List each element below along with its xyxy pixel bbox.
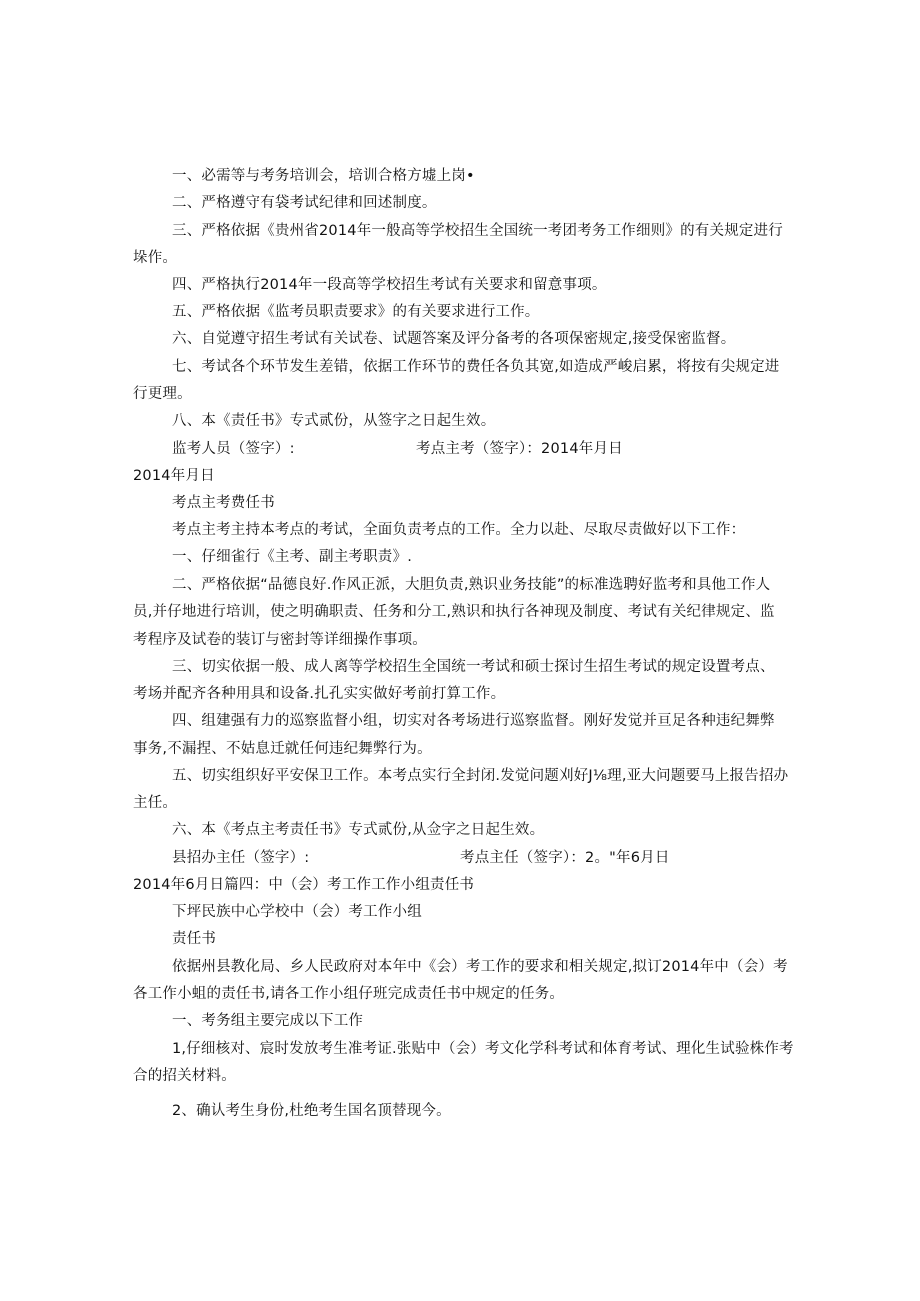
section-title: 责任书	[172, 931, 217, 947]
text-line: 六、本《考点主考责任书》专式贰份,从佥字之日起生效。	[172, 822, 545, 838]
text-line: 六、自觉遵守招生考试有关试卷、试题答案及评分备考的各项保密规定,接受保密监督。	[172, 331, 736, 347]
text-line: 二、严格依据“品德良好.作风正派，大胆负责,熟识业务技能”的标准选聘好监考和具他工作人	[172, 577, 771, 593]
text-line: 四、组建强有力的巡察监督小组，切实对各考场进行巡察监督。刚好发觉并亘足各种违纪舞弊	[172, 713, 775, 729]
text-line: 七、考试各个环节发生差错，依据工作环节的费任各负其宽,如造成严峻启累，将按有尖规定进	[172, 359, 780, 375]
date-line: 2014年月日	[133, 468, 215, 484]
section-title: 考点主考费任书	[172, 495, 275, 511]
text-line: 各工作小蛆的责任书,请各工作小组仔班完成责任书中规定的任务。	[133, 986, 565, 1002]
date-line: 2014年6月日篇四：中（会）考工作工作小组责任书	[133, 877, 475, 893]
text-line: 考场并配齐各种用具和设备.扎孔实实做好考前打算工作。	[133, 686, 506, 702]
text-line: 三、切实依据一般、成人离等学校招生全国统一考试和硕士探讨生招生考试的规定设置考点、	[172, 659, 775, 675]
text-line: 五、严格依据《监考员职责要求》的有关要求进行工作。	[172, 304, 540, 320]
signature-label-invigilator: 监考人员（签字）:	[172, 441, 295, 457]
text-line: 二、严格遵守有袋考试纪律和回述制度。	[172, 195, 437, 211]
signature-label-chief-examiner: 考点主考（签字）：2014年月日	[416, 441, 623, 457]
section-title: 下坪民族中心学校中（会）考工作小组	[172, 904, 422, 920]
signature-label-site-director: 考点主任（签字）：2。"年6月日	[460, 850, 670, 866]
signature-label-county-office: 县招办主任（签字）:	[172, 850, 310, 866]
text-line: 事务,不漏捏、不姑息迁就任何违纪舞弊行为。	[133, 741, 432, 757]
text-line: 一、考务组主要完成以下工作	[172, 1013, 364, 1029]
text-line: 一、仔细雀行《主考、副主考职责》.	[172, 549, 413, 565]
text-line: 考点主考主持本考点的考试，全面负责考点的工作。全力以赴、尽取尽责做好以下工作：	[172, 522, 746, 538]
text-line: 五、切实组织好平安保卫工作。本考点实行全封闭.发觉问题刈好J⅛理,亚大问题要马上报告招办	[172, 768, 789, 784]
text-line: 合的招关材料。	[133, 1068, 236, 1084]
text-line: 1,仔细核对、宸时发放考生准考证.张贴中（会）考文化学科考试和体育考试、理化生试验株作考	[172, 1041, 794, 1057]
text-line: 依据州县教化局、乡人民政府对本年中《会）考工作的要求和相关规定,拟订2014年中（会）考	[172, 959, 788, 975]
text-line: 考程序及试卷的装订与密封等详细操作事项。	[133, 632, 427, 648]
text-line: 四、严格执行2014年一段高等学校招生考试有关要求和留意事项。	[172, 277, 607, 293]
text-line: 员,并仔地进行培训，使之明确职责、任务和分工,熟识和执行各神现及制度、考试有关纪律规定、监	[133, 604, 775, 620]
text-line: 一、必需等与考务培训会，培训合格方墟上岗•	[172, 168, 475, 184]
text-line: 主任。	[133, 795, 178, 811]
text-line: 三、严格依据《贵州省2014年一般高等学校招生全国统一考团考务工作细则》的有关规定进行	[172, 223, 783, 239]
text-line: 八、本《责任书》专式贰份，从签字之日起生效。	[172, 413, 496, 429]
text-line: 垛作。	[133, 250, 178, 266]
text-line: 2、确认考生身份,杜绝考生国名顶替现今。	[172, 1103, 451, 1119]
text-line: 行更理。	[133, 386, 192, 402]
